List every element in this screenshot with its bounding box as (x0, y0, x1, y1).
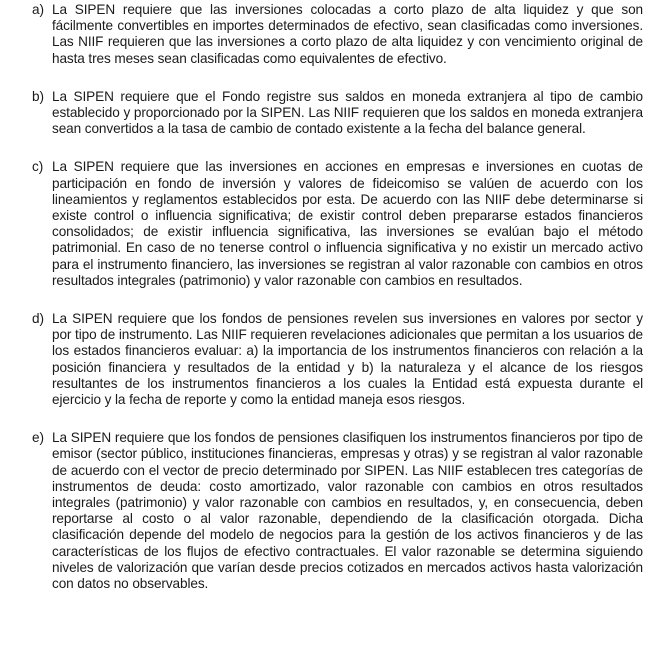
list-marker: a) (32, 2, 45, 17)
list-marker: e) (32, 430, 45, 446)
document-body (0, 2, 667, 614)
paragraph: La SIPEN requiere que los fondos de pensiones revelen sus inversiones en valores por sector y por tipo de instrumento. Las NIIF requieren revelaciones adicionales que permitan a los usuarios de los estados financieros evaluar: a) la importancia de los instrumentos financieros con relación a la posición financiera y resultados de la entidad y b) la naturaleza y el alcance de los riesgos resultantes de los instrumentos financieros a los cuales la Entidad está expuesta durante el ejercicio y la fecha de reporte y como la entidad maneja esos riesgos. (52, 311, 643, 408)
list-item-a (0, 2, 667, 67)
list-marker: d) (32, 311, 45, 327)
list-item-b (0, 89, 667, 138)
list-item-c (0, 159, 667, 289)
list-item-e (0, 430, 667, 592)
list-marker: c) (32, 159, 44, 175)
paragraph: La SIPEN requiere que las inversiones en acciones en empresas e inversiones en cuotas de participación en fondo de inversión y valores de fideicomiso se valúen de acuerdo con los lineamientos y reglamentos establecidos por esta. De acuerdo con las NIIF debe determinarse si existe control o influencia significativa; de existir control deben prepararse estados financieros consolidados; de existir influencia significativa, las inversiones se evalúan bajo el método patrimonial. En caso de no tenerse control o influencia significativa y no existir un mercado activo para el instrumento financiero, las inversiones se registran al valor razonable con cambios en otros resultados integrales (patrimonio) y valor razonable con cambios en resultados. (52, 159, 643, 288)
list-marker: b) (32, 88, 45, 104)
paragraph: La SIPEN requiere que el Fondo registre sus saldos en moneda extranjera al tipo de cambio establecido y proporcionado por la SIPEN. Las NIIF requieren que los saldos en moneda extranjera sean convertidos a la tasa de cambio de contado existente a la fecha del balance general. (52, 88, 643, 137)
paragraph: La SIPEN requiere que las inversiones colocadas a corto plazo de alta liquidez y que son fácilmente convertibles en importes determinados de efectivo, sean clasificadas como inversiones. Las NIIF requieren que las inversiones a corto plazo de alta liquidez y con vencimiento original de hasta tres meses sean clasificadas como equivalentes de efectivo. (52, 2, 643, 66)
list-item-d (0, 311, 667, 408)
paragraph: La SIPEN requiere que los fondos de pensiones clasifiquen los instrumentos financieros por tipo de emisor (sector público, instituciones financieras, empresas y otras) y se registran al valor razonable de acuerdo con el vector de precio determinado por SIPEN. Las NIIF establecen tres categorías de instrumentos de deuda: costo amortizado, valor razonable con cambios en otros resultados integrales (patrimonio) y valor razonable con cambios en resultados, y, en consecuencia, deben reportarse al costo o al valor razonable, dependiendo de la clasificación otorgada. Dicha clasificación depende del modelo de negocios para la gestión de los activos financieros y de las características de los flujos de efectivo contractuales. El valor razonable se determina siguiendo niveles de valorización que varían desde precios cotizados en mercados activos hasta valorización con datos no observables. (52, 430, 643, 592)
